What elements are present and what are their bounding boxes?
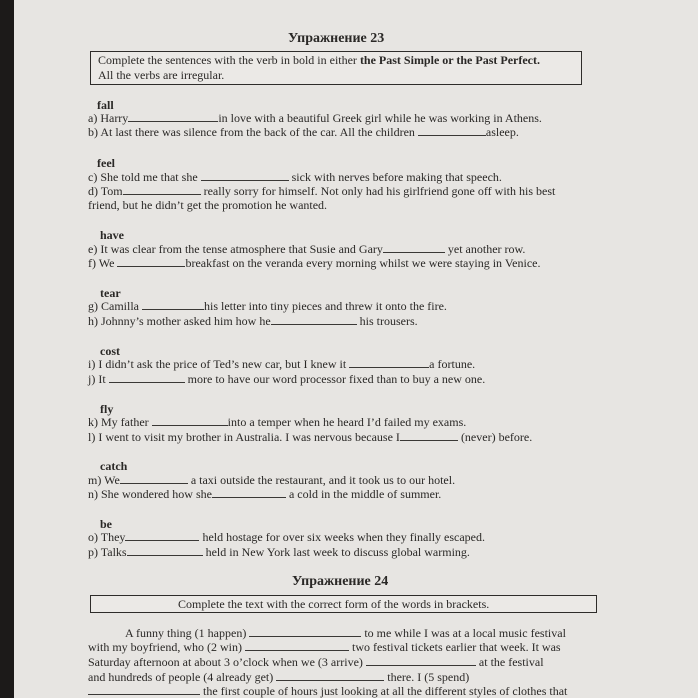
instructions-line-2: All the verbs are irregular. — [98, 68, 225, 82]
instructions-emphasis: the Past Simple or the Past Perfect. — [359, 53, 540, 67]
answer-blank-f[interactable] — [117, 256, 185, 267]
instructions-line-1: Complete the sentences with the verb in bold in either the Past Simple or the Past Perfect. — [98, 53, 540, 67]
sentence-b: b) At last there was silence from the back of the car. All the children asleep. — [88, 125, 519, 139]
sentence-g: g) Camilla his letter into tiny pieces and threw it onto the fire. — [88, 299, 447, 313]
sentence-i: i) I didn’t ask the price of Ted’s new car, but I knew it a fortune. — [88, 357, 476, 371]
answer-blank-5[interactable] — [88, 684, 200, 695]
verb-header-have: have — [100, 228, 124, 242]
sentence-k: k) My father into a temper when he heard I’d failed my exams. — [88, 415, 467, 429]
text-line-3: Saturday afternoon at about 3 o’clock when we (3 arrive) at the festival — [88, 655, 544, 669]
answer-blank-d[interactable] — [123, 184, 201, 195]
sentence-j: j) It more to have our word processor fixed than to buy a new one. — [88, 372, 486, 386]
verb-header-feel: feel — [97, 156, 115, 170]
answer-blank-e[interactable] — [383, 242, 445, 253]
answer-blank-c[interactable] — [201, 170, 289, 181]
answer-blank-j[interactable] — [109, 372, 185, 383]
answer-blank-g[interactable] — [142, 299, 204, 310]
answer-blank-a[interactable] — [128, 111, 218, 122]
sentence-l: l) I went to visit my brother in Australia. I was nervous because I (never) before. — [88, 430, 533, 444]
verb-header-be: be — [100, 517, 112, 531]
text-line-4: and hundreds of people (4 already get) there. I (5 spend) — [88, 670, 470, 684]
answer-blank-i[interactable] — [349, 357, 429, 368]
answer-blank-4[interactable] — [276, 670, 384, 681]
sentence-d: d) Tom really sorry for himself. Not only had his girlfriend gone off with his best — [88, 184, 556, 198]
verb-header-tear: tear — [100, 286, 121, 300]
answer-blank-b[interactable] — [418, 125, 486, 136]
answer-blank-p[interactable] — [127, 545, 203, 556]
exercise-23-title: Упражнение 23 — [288, 31, 385, 46]
text-line-5: the first couple of hours just looking at all the different styles of clothes that — [88, 684, 567, 698]
answer-blank-3[interactable] — [366, 655, 476, 666]
verb-header-catch: catch — [100, 459, 128, 473]
answer-blank-n[interactable] — [212, 487, 286, 498]
sentence-d-cont: friend, but he didn’t get the promotion he wanted. — [88, 198, 328, 212]
sentence-h: h) Johnny’s mother asked him how he his trousers. — [88, 314, 418, 328]
answer-blank-h[interactable] — [271, 314, 357, 325]
answer-blank-m[interactable] — [120, 473, 188, 484]
workbook-page — [14, 0, 698, 698]
sentence-e: e) It was clear from the tense atmosphere that Susie and Gary yet another row. — [88, 242, 526, 256]
sentence-c: c) She told me that she sick with nerves before making that speech. — [88, 170, 502, 184]
sentence-p: p) Talks held in New York last week to discuss global warming. — [88, 545, 470, 559]
text-line-2: with my boyfriend, who (2 win) two festival tickets earlier that week. It was — [88, 640, 561, 654]
sentence-n: n) She wondered how she a cold in the middle of summer. — [88, 487, 442, 501]
answer-blank-1[interactable] — [249, 626, 361, 637]
text-line-1: A funny thing (1 happen) to me while I was at a local music festival — [125, 626, 566, 640]
sentence-a: a) Harry in love with a beautiful Greek girl while he was working in Athens. — [88, 111, 542, 125]
verb-header-fall: fall — [97, 98, 114, 112]
answer-blank-2[interactable] — [245, 640, 349, 651]
exercise-24-instructions: Complete the text with the correct form of the words in brackets. — [178, 597, 490, 611]
sentence-m: m) We a taxi outside the restaurant, and it took us to our hotel. — [88, 473, 456, 487]
answer-blank-l[interactable] — [400, 430, 458, 441]
verb-header-cost: cost — [100, 344, 120, 358]
exercise-24-title: Упражнение 24 — [292, 574, 389, 589]
sentence-f: f) We breakfast on the veranda every morning whilst we were staying in Venice. — [88, 256, 541, 270]
verb-header-fly: fly — [100, 402, 114, 416]
answer-blank-k[interactable] — [152, 415, 228, 426]
sentence-o: o) They held hostage for over six weeks when they finally escaped. — [88, 530, 486, 544]
answer-blank-o[interactable] — [125, 530, 199, 541]
